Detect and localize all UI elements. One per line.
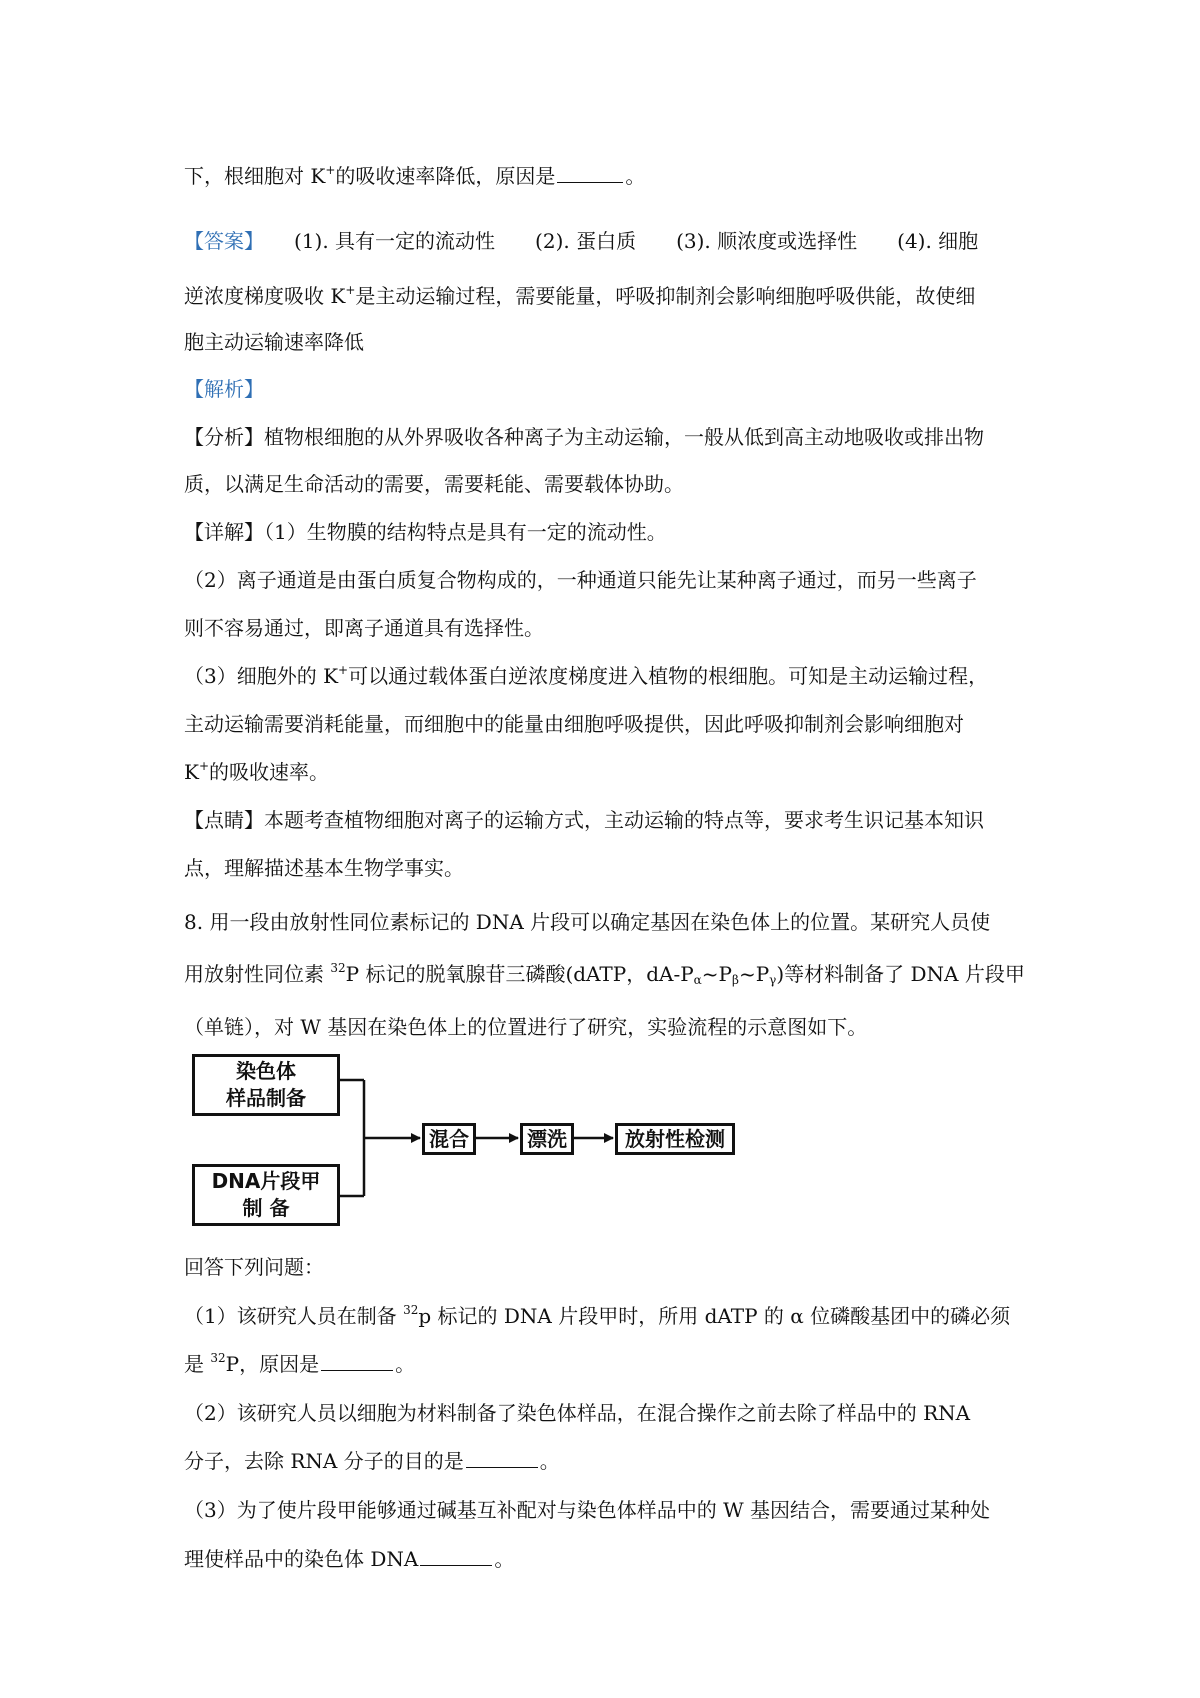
superscript: +	[325, 163, 336, 177]
answer-1: (1). 具有一定的流动性	[294, 229, 496, 253]
box-detection	[615, 1123, 735, 1155]
answer-blank[interactable]	[420, 1547, 492, 1566]
text: （3）细胞外的 K	[184, 664, 339, 688]
text: 理使样品中的染色体 DNA	[184, 1547, 419, 1571]
text: 可以通过载体蛋白逆浓度梯度进入植物的根细胞。可知是主动运输过程，	[348, 664, 989, 688]
box-chromosome-sample	[192, 1054, 340, 1116]
box-label: 染色体	[236, 1059, 296, 1083]
analysis-tag-line	[184, 375, 264, 403]
text: 【点睛】本题考查植物细胞对离子的运输方式，主动运输的特点等，要求考生识记基本知识	[184, 808, 984, 832]
text: P 标记的脱氧腺苷三磷酸(dATP，dA-P	[345, 962, 694, 986]
text: 下，根细胞对 K	[184, 164, 326, 188]
text: 点，理解描述基本生物学事实。	[184, 856, 464, 880]
text-line	[184, 758, 329, 786]
text: 。	[494, 1547, 515, 1571]
text: 是主动运输过程，需要能量，呼吸抑制剂会影响细胞呼吸供能，故使细	[355, 284, 976, 308]
text-line	[184, 470, 684, 498]
text: （3）为了使片段甲能够通过碱基互补配对与染色体样品中的 W 基因结合，需要通过某种处	[184, 1498, 990, 1522]
text: 的吸收速率。	[209, 760, 330, 784]
box-label: 漂洗	[527, 1126, 567, 1151]
text-line	[184, 566, 977, 594]
text: ~P	[738, 962, 770, 986]
text: 则不容易通过，即离子通道具有选择性。	[184, 616, 544, 640]
text-line	[184, 1447, 560, 1475]
text: 是	[184, 1352, 211, 1376]
superscript: 32	[330, 961, 346, 975]
subscript: α	[693, 973, 702, 987]
superscript: 32	[403, 1303, 419, 1317]
text: （2）该研究人员以细胞为材料制备了染色体样品，在混合操作之前去除了样品中的 RNA	[184, 1401, 971, 1425]
text: 质，以满足生命活动的需要，需要耗能、需要载体协助。	[184, 472, 684, 496]
box-dna-fragment	[192, 1164, 340, 1226]
superscript: +	[338, 663, 349, 677]
text: p 标记的 DNA 片段甲时，所用 dATP 的 α 位磷酸基团中的磷必须	[418, 1304, 1011, 1328]
text: 逆浓度梯度吸收 K	[184, 284, 346, 308]
text: 用放射性同位素	[184, 962, 331, 986]
box-label: 制 备	[242, 1196, 290, 1220]
text-line	[184, 162, 645, 190]
text: 。	[625, 164, 646, 188]
text: 的吸收速率降低，原因是	[335, 164, 556, 188]
text-line	[184, 1350, 415, 1378]
text-line	[184, 282, 975, 310]
text: 8. 用一段由放射性同位素标记的 DNA 片段可以确定基因在染色体上的位置。某研究人员使	[184, 910, 991, 934]
answer-blank[interactable]	[466, 1449, 538, 1468]
text: 【分析】植物根细胞的从外界吸收各种离子为主动运输，一般从低到高主动地吸收或排出物	[184, 425, 984, 449]
box-rinse	[520, 1123, 574, 1155]
answer-line	[184, 227, 978, 255]
text: （1）该研究人员在制备	[184, 1304, 404, 1328]
text: 。	[395, 1352, 416, 1376]
text-line	[184, 1253, 324, 1281]
text: 。	[539, 1449, 560, 1473]
answer-blank[interactable]	[557, 164, 623, 183]
box-mix	[422, 1123, 476, 1155]
text-line	[184, 1545, 514, 1573]
text-line	[184, 328, 364, 356]
box-label: 样品制备	[226, 1086, 306, 1110]
answer-blank[interactable]	[321, 1352, 393, 1371]
box-label: DNA片段甲	[211, 1169, 321, 1193]
text: （2）离子通道是由蛋白质复合物构成的，一种通道只能先让某种离子通过，而另一些离子	[184, 568, 977, 592]
box-label: 放射性检测	[625, 1126, 725, 1151]
text-line	[184, 614, 544, 642]
text: P，原因是	[225, 1352, 320, 1376]
text-line	[184, 1496, 990, 1524]
answer-3: (3). 顺浓度或选择性	[676, 229, 858, 253]
text-line	[184, 423, 984, 451]
superscript: 32	[210, 1351, 226, 1365]
text-line	[184, 662, 988, 690]
text-line	[184, 1302, 1010, 1330]
analysis-tag: 【解析】	[184, 377, 264, 401]
subscript: γ	[769, 973, 777, 987]
text-line	[184, 518, 667, 546]
text: )等材料制备了 DNA 片段甲	[776, 962, 1025, 986]
answer-tag: 【答案】	[184, 229, 264, 253]
text: 主动运输需要消耗能量，而细胞中的能量由细胞呼吸提供，因此呼吸抑制剂会影响细胞对	[184, 712, 964, 736]
text: ~P	[701, 962, 732, 986]
text-line	[184, 960, 1025, 988]
text: （单链），对 W 基因在染色体上的位置进行了研究，实验流程的示意图如下。	[184, 1015, 868, 1039]
text-line	[184, 854, 464, 882]
text: 分子，去除 RNA 分子的目的是	[184, 1449, 464, 1473]
text-line	[184, 806, 984, 834]
superscript: +	[345, 283, 356, 297]
flow-diagram	[184, 1050, 744, 1225]
text-line	[184, 710, 964, 738]
text: K	[184, 760, 199, 784]
text: 【详解】（1）生物膜的结构特点是具有一定的流动性。	[184, 520, 667, 544]
text-line	[184, 1399, 970, 1427]
answer-2: (2). 蛋白质	[535, 229, 637, 253]
text: 胞主动运输速率降低	[184, 330, 364, 354]
answer-4: (4). 细胞	[897, 229, 979, 253]
text-line	[184, 1013, 867, 1041]
superscript: +	[198, 759, 210, 773]
box-label: 混合	[429, 1126, 469, 1151]
question-8-line	[184, 908, 990, 936]
subscript: β	[732, 973, 739, 987]
text: 回答下列问题：	[184, 1255, 324, 1279]
